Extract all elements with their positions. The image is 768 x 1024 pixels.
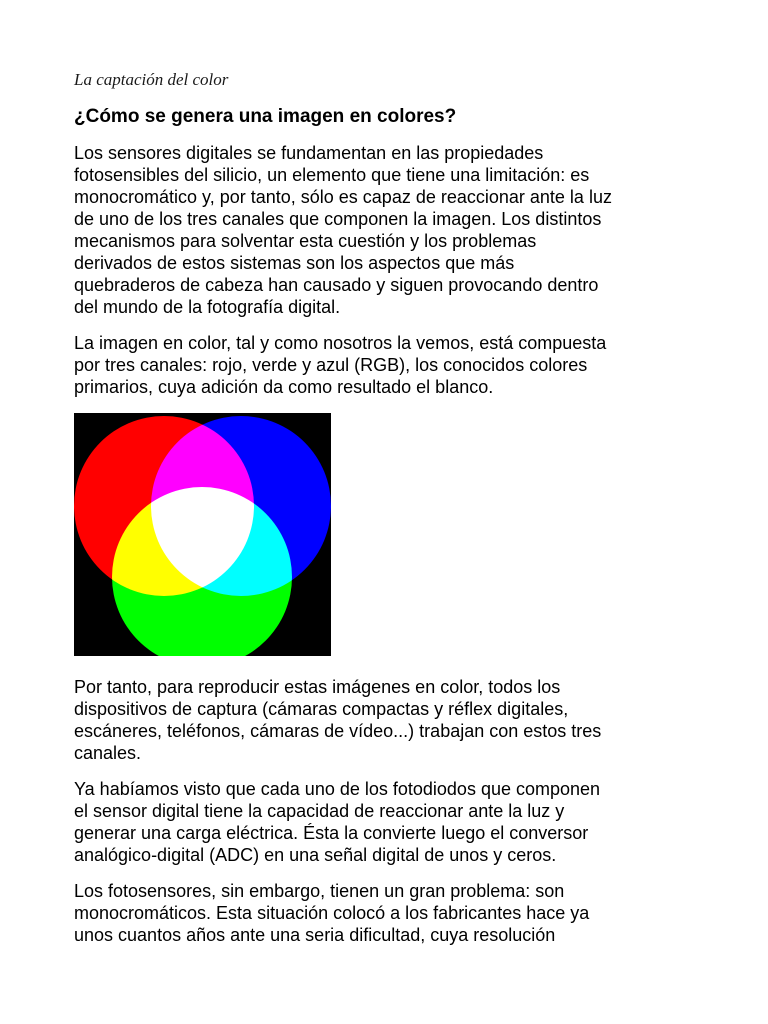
text-line: el sensor digital tiene la capacidad de reaccionar ante la luz y	[74, 801, 565, 821]
section-label: La captación del color	[74, 70, 229, 89]
text-line: Por tanto, para reproducir estas imágenes en color, todos los	[74, 677, 561, 697]
paragraph-photodiodes	[74, 778, 724, 866]
text-line: Ya habíamos visto que cada uno de los fotodiodos que componen	[74, 779, 601, 799]
text-line: fotosensibles del silicio, un elemento que tiene una limitación: es	[74, 165, 590, 185]
text-line: monocromático y, por tanto, sólo es capaz de reaccionar ante la luz	[74, 187, 612, 207]
text-line: quebraderos de cabeza han causado y siguen provocando dentro	[74, 275, 599, 295]
text-line: canales.	[74, 743, 142, 763]
rgb-venn-figure	[74, 413, 331, 656]
text-line: La imagen en color, tal y como nosotros la vemos, está compuesta	[74, 333, 607, 353]
text-line: unos cuantos años ante una seria dificultad, cuya resolución	[74, 925, 556, 945]
text-line: Los sensores digitales se fundamentan en las propiedades	[74, 143, 544, 163]
text-line: de uno de los tres canales que componen la imagen. Los distintos	[74, 209, 602, 229]
text-line: primarios, cuya adición da como resultado el blanco.	[74, 377, 494, 397]
document-heading: ¿Cómo se genera una imagen en colores?	[74, 106, 457, 127]
text-line: dispositivos de captura (cámaras compactas y réflex digitales,	[74, 699, 569, 719]
paragraph-devices	[74, 676, 724, 764]
paragraph-rgb	[74, 332, 724, 398]
text-line: escáneres, teléfonos, cámaras de vídeo...) trabajan con estos tres	[74, 721, 602, 741]
text-line: generar una carga eléctrica. Ésta la convierte luego el conversor	[74, 823, 589, 843]
paragraph-sensors	[74, 142, 724, 318]
text-line: mecanismos para solventar esta cuestión y los problemas	[74, 231, 537, 251]
text-line: monocromáticos. Esta situación colocó a los fabricantes hace ya	[74, 903, 590, 923]
text-line: por tres canales: rojo, verde y azul (RGB), los conocidos colores	[74, 355, 588, 375]
rgb-venn-diagram	[74, 413, 331, 656]
paragraph-photosensors	[74, 880, 724, 946]
text-line: derivados de estos sistemas son los aspectos que más	[74, 253, 515, 273]
text-line: del mundo de la fotografía digital.	[74, 297, 341, 317]
text-line: analógico-digital (ADC) en una señal digital de unos y ceros.	[74, 845, 557, 865]
text-line: Los fotosensores, sin embargo, tienen un gran problema: son	[74, 881, 565, 901]
